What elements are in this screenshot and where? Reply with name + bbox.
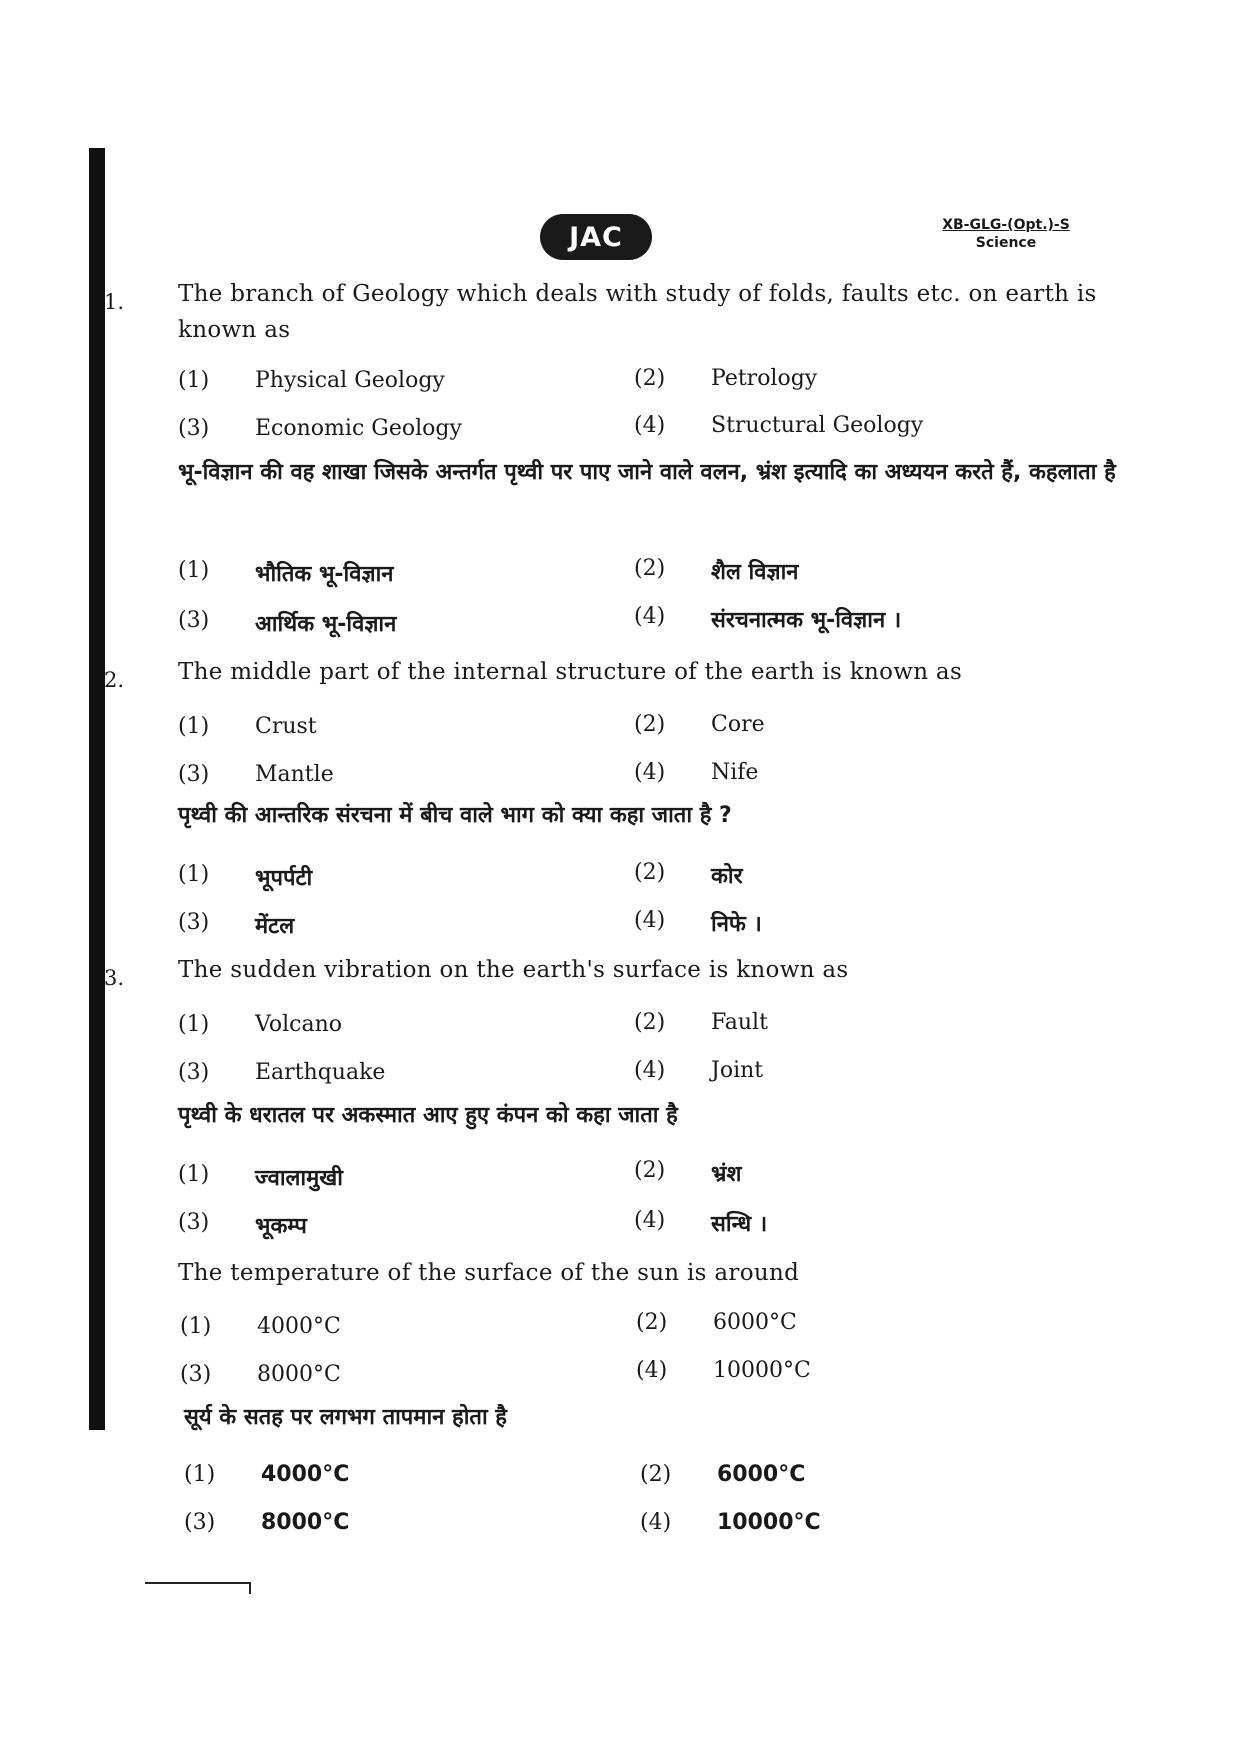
option-text: Core	[711, 712, 765, 737]
option-text: भौतिक भू-विज्ञान	[255, 562, 394, 587]
option-number: (3)	[178, 1060, 210, 1085]
jac-logo: JAC	[540, 214, 652, 260]
option-number: (1)	[178, 862, 210, 887]
option-text: 8000°C	[257, 1362, 341, 1387]
option-number: (1)	[180, 1314, 212, 1339]
option-text: निफे ।	[711, 912, 762, 937]
option-number: (1)	[178, 1012, 210, 1037]
option-text: भूकम्प	[255, 1214, 307, 1239]
option-number: (3)	[178, 762, 210, 787]
question-2-number: 2.	[104, 668, 125, 692]
option-number: (3)	[178, 910, 210, 935]
option-text: शैल विज्ञान	[711, 560, 799, 585]
footer-line	[145, 1582, 251, 1584]
option-number: (2)	[634, 712, 666, 737]
option-number: (4)	[634, 413, 666, 438]
option-text: Fault	[711, 1010, 768, 1035]
option-text: Economic Geology	[255, 416, 462, 441]
option-number: (1)	[178, 558, 210, 583]
option-text: भ्रंश	[711, 1162, 742, 1187]
option-number: (2)	[634, 366, 666, 391]
option-text: ज्वालामुखी	[255, 1166, 343, 1191]
option-text: 10000°C	[717, 1510, 821, 1535]
option-number: (4)	[640, 1510, 672, 1535]
option-text: सन्धि ।	[711, 1212, 768, 1237]
option-text: Volcano	[255, 1012, 343, 1037]
question-1-text: The branch of Geology which deals with study of folds, faults etc. on earth is known as	[178, 281, 1097, 343]
option-number: (4)	[634, 1208, 666, 1233]
option-number: (2)	[636, 1310, 668, 1335]
option-number: (3)	[180, 1362, 212, 1387]
option-number: (3)	[184, 1510, 216, 1535]
question-3-text: The sudden vibration on the earth's surface is known as	[178, 957, 849, 983]
option-text: भूपर्पटी	[255, 866, 313, 891]
option-text: Mantle	[255, 762, 334, 787]
option-number: (1)	[178, 368, 210, 393]
question-2-text-hindi: पृथ्वी की आन्तरिक संरचना में बीच वाले भाग को क्या कहा जाता है ?	[178, 803, 732, 828]
option-number: (3)	[178, 1210, 210, 1235]
option-text: 4000°C	[257, 1314, 341, 1339]
option-text: Crust	[255, 714, 317, 739]
question-1-text-hindi: भू-विज्ञान की वह शाखा जिसके अन्तर्गत पृथ्वी पर पाए जाने वाले वलन, भ्रंश इत्यादि का अध्ययन करते हैं, कहलाता है	[178, 460, 1116, 485]
option-text: Earthquake	[255, 1060, 386, 1085]
option-text: 8000°C	[261, 1510, 350, 1535]
option-number: (1)	[178, 714, 210, 739]
option-text: 6000°C	[717, 1462, 806, 1487]
option-number: (2)	[634, 860, 666, 885]
question-4-text: The temperature of the surface of the sun is around	[178, 1260, 800, 1286]
question-4-text-hindi: सूर्य के सतह पर लगभग तापमान होता है	[184, 1405, 507, 1430]
option-text: 4000°C	[261, 1462, 350, 1487]
option-text: आर्थिक भू-विज्ञान	[255, 612, 397, 637]
question-3-text-hindi: पृथ्वी के धरातल पर अकस्मात आए हुए कंपन को कहा जाता है	[178, 1103, 678, 1128]
paper-code-line2: Science	[975, 235, 1037, 251]
option-number: (4)	[634, 1058, 666, 1083]
option-text: Physical Geology	[255, 368, 445, 393]
option-text: Structural Geology	[711, 413, 924, 438]
paper-code-line1: XB-GLG-(Opt.)-S	[942, 217, 1070, 233]
option-number: (2)	[634, 1158, 666, 1183]
option-number: (4)	[634, 908, 666, 933]
paper-code	[926, 216, 1086, 252]
option-text: Joint	[711, 1058, 764, 1083]
option-text: संरचनात्मक भू-विज्ञान ।	[711, 608, 902, 633]
option-number: (3)	[178, 416, 210, 441]
option-text: Nife	[711, 760, 759, 785]
option-text: 6000°C	[713, 1310, 797, 1335]
option-number: (1)	[178, 1162, 210, 1187]
option-text: मेंटल	[255, 914, 295, 939]
option-text: Petrology	[711, 366, 818, 391]
option-number: (4)	[634, 604, 666, 629]
option-number: (2)	[640, 1462, 672, 1487]
option-text: 10000°C	[713, 1358, 811, 1383]
option-number: (2)	[634, 1010, 666, 1035]
option-number: (1)	[184, 1462, 216, 1487]
option-number: (3)	[178, 608, 210, 633]
option-number: (4)	[634, 760, 666, 785]
option-number: (4)	[636, 1358, 668, 1383]
option-number: (2)	[634, 556, 666, 581]
question-1-number: 1.	[104, 290, 125, 314]
question-3-number: 3.	[104, 966, 125, 990]
option-text: कोर	[711, 864, 743, 889]
question-2-text: The middle part of the internal structure of the earth is known as	[178, 659, 963, 685]
binding-bar	[89, 148, 105, 1430]
